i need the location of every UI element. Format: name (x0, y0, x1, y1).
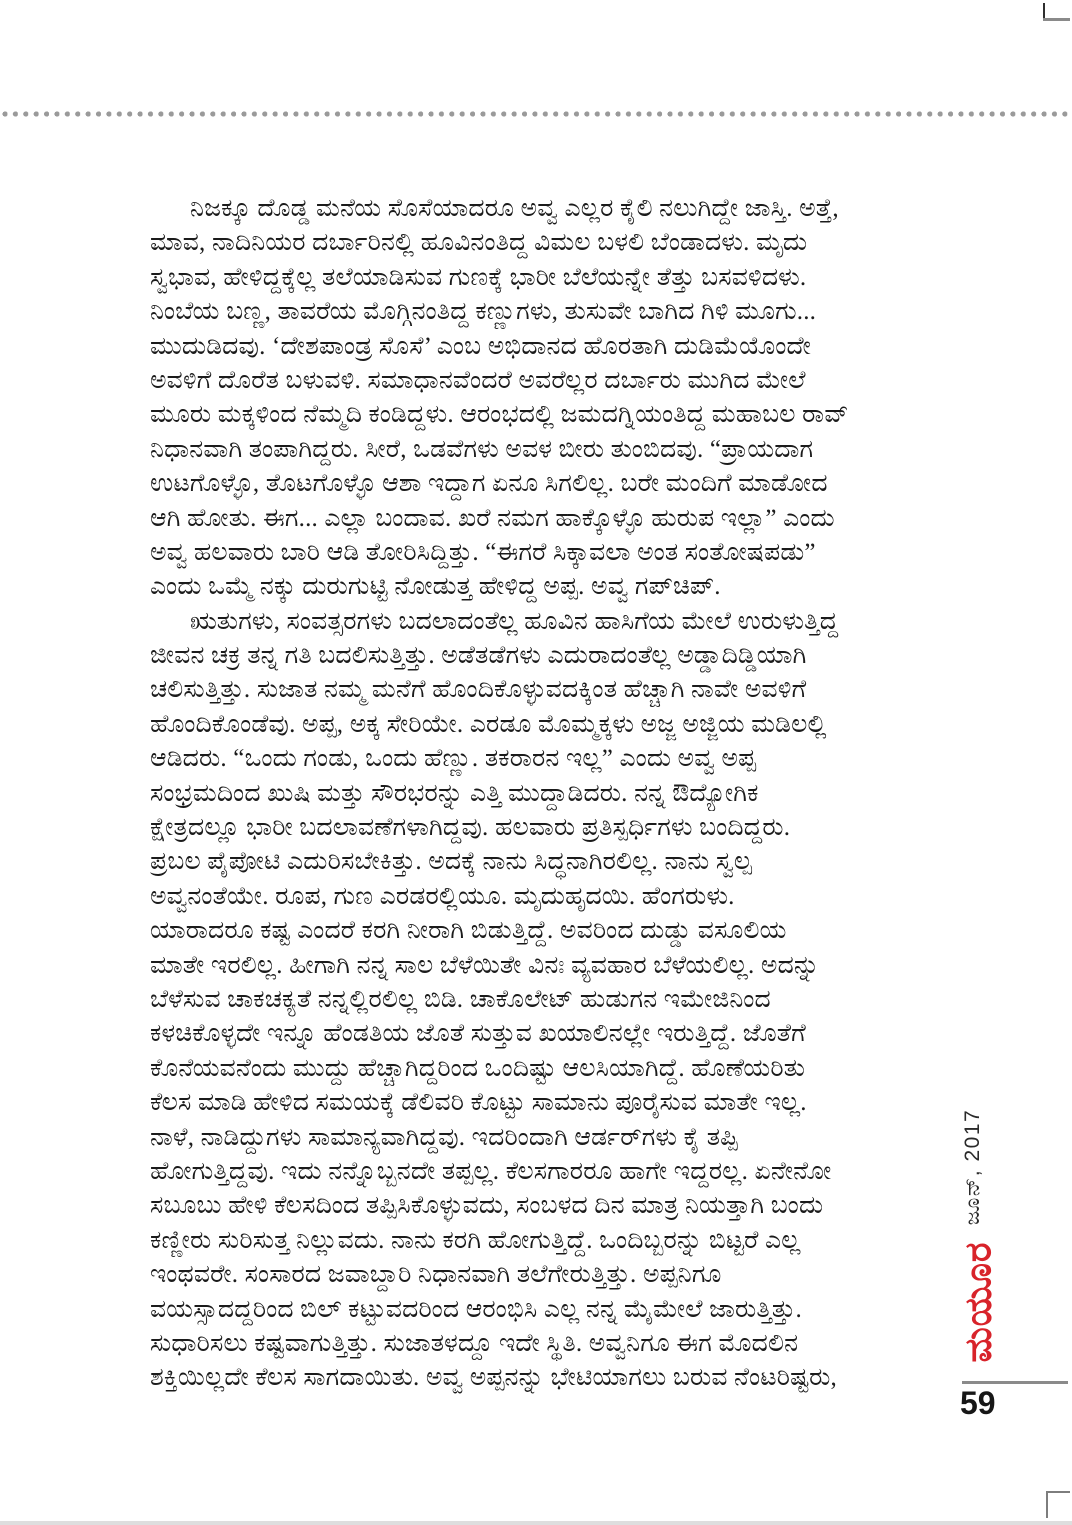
text-line: ಋತುಗಳು, ಸಂವತ್ಸರಗಳು ಬದಲಾದಂತೆಲ್ಲ ಹೂವಿನ ಹಾಸಿಗೆಯ ಮೇಲೆ ಉರುಳುತ್ತಿದ್ದ (190, 607, 839, 635)
text-line: ಅವ್ವನಂತೆಯೇ. ರೂಪ, ಗುಣ ಎರಡರಲ್ಲಿಯೂ. ಮೃದುಹೃದಯಿ. ಹೆಂಗರುಳು. (150, 882, 735, 910)
text-line: ಕಳಚಿಕೊಳ್ಳದೇ ಇನ್ನೂ ಹೆಂಡತಿಯ ಜೊತೆ ಸುತ್ತುವ ಖಯಾಲಿನಲ್ಲೇ ಇರುತ್ತಿದ್ದೆ. ಜೊತೆಗೆ (150, 1020, 806, 1048)
text-line: ಮುದುಡಿದವು. ‘ದೇಶಪಾಂಡ್ರ ಸೊಸೆ’ ಎಂಬ ಅಭಿದಾನದ ಹೊರತಾಗಿ ದುಡಿಮೆಯೊಂದೇ (150, 332, 812, 360)
dotted-separator-line (0, 110, 1072, 118)
text-line: ವಯಸ್ಸಾದದ್ದರಿಂದ ಬಿಲ್ ಕಟ್ಟುವದರಿಂದ ಆರಂಭಿಸಿ ಎಲ್ಲ ನನ್ನ ಮೈಮೇಲೆ ಜಾರುತ್ತಿತ್ತು. (150, 1295, 802, 1323)
text-line: ಕೊನೆಯವನೆಂದು ಮುದ್ದು ಹೆಚ್ಚಾಗಿದ್ದರಿಂದ ಒಂದಿಷ್ಟು ಆಲಸಿಯಾಗಿದ್ದೆ. ಹೊಣೆಯರಿತು (150, 1054, 806, 1082)
text-line: ಕಣ್ಣೀರು ಸುರಿಸುತ್ತ ನಿಲ್ಲುವದು. ನಾನು ಕರಗಿ ಹೋಗುತ್ತಿದ್ದೆ. ಒಂದಿಬ್ಬರನ್ನು ಬಿಟ್ಟರೆ ಎಲ್ಲ (150, 1226, 801, 1254)
text-line: ನಿಧಾನವಾಗಿ ತಂಪಾಗಿದ್ದರು. ಸೀರೆ, ಒಡವೆಗಳು ಅವಳ ಬೀರು ತುಂಬಿದವು. “ಪ್ರಾಯದಾಗ (150, 435, 814, 463)
text-line: ಶಕ್ತಿಯಿಲ್ಲದೇ ಕೆಲಸ ಸಾಗದಾಯಿತು. ಅವ್ವ ಅಪ್ಪನನ್ನು ಭೇಟಿಯಾಗಲು ಬರುವ ನೆಂಟರಿಷ್ಟರು, (150, 1364, 837, 1392)
text-line: ಕ್ಷೇತ್ರದಲ್ಲೂ ಭಾರೀ ಬದಲಾವಣೆಗಳಾಗಿದ್ದವು. ಹಲವಾರು ಪ್ರತಿಸ್ಪರ್ಧಿಗಳು ಬಂದಿದ್ದರು. (150, 814, 791, 842)
text-line: ಚಲಿಸುತ್ತಿತ್ತು. ಸುಜಾತ ನಮ್ಮ ಮನೆಗೆ ಹೊಂದಿಕೊಳ್ಳುವದಕ್ಕಿಂತ ಹೆಚ್ಚಾಗಿ ನಾವೇ ಅವಳಿಗೆ (150, 676, 807, 704)
top-right-corner-mark (1043, 3, 1045, 19)
text-line: ಮಾವ, ನಾದಿನಿಯರ ದರ್ಬಾರಿನಲ್ಲಿ ಹೂವಿನಂತಿದ್ದ ವಿಮಲ ಬಳಲಿ ಬೆಂಡಾದಳು. ಮೃದು (150, 229, 808, 257)
text-line: ಯಾರಾದರೂ ಕಷ್ಟ ಎಂದರೆ ಕರಗಿ ನೀರಾಗಿ ಬಿಡುತ್ತಿದ್ದೆ. ಅವರಿಂದ ದುಡ್ಡು ವಸೂಲಿಯ (150, 917, 787, 945)
text-line: ನಿಂಬೆಯ ಬಣ್ಣ, ತಾವರೆಯ ಮೊಗ್ಗಿನಂತಿದ್ದ ಕಣ್ಣುಗಳು, ತುಸುವೇ ಬಾಗಿದ ಗಿಳಿ ಮೂಗು... (150, 298, 817, 326)
text-line: ಸಬೂಬು ಹೇಳಿ ಕೆಲಸದಿಂದ ತಪ್ಪಿಸಿಕೊಳ್ಳುವದು, ಸಂಬಳದ ದಿನ ಮಾತ್ರ ನಿಯತ್ತಾಗಿ ಬಂದು (150, 1192, 824, 1220)
text-line: ಮೂರು ಮಕ್ಕಳಿಂದ ನೆಮ್ಮದಿ ಕಂಡಿದ್ದಳು. ಆರಂಭದಲ್ಲಿ ಜಮದಗ್ನಿಯಂತಿದ್ದ ಮಹಾಬಲ ರಾವ್ (150, 401, 849, 429)
page-number-rule (962, 1381, 1068, 1384)
text-line: ಬೆಳೆಸುವ ಚಾಕಚಕ್ಯತೆ ನನ್ನಲ್ಲಿರಲಿಲ್ಲ ಬಿಡಿ. ಚಾಕೊಲೇಟ್ ಹುಡುಗನ ಇಮೇಜಿನಿಂದ (150, 985, 771, 1013)
text-line: ಹೊಂದಿಕೊಂಡೆವು. ಅಪ್ಪ, ಅಕ್ಕ ಸೇರಿಯೇ. ಎರಡೂ ಮೊಮ್ಮಕ್ಕಳು ಅಜ್ಜ ಅಜ್ಜಿಯ ಮಡಿಲಲ್ಲಿ (150, 710, 827, 738)
text-line: ಸ್ವಭಾವ, ಹೇಳಿದ್ದಕ್ಕೆಲ್ಲ ತಲೆಯಾಡಿಸುವ ಗುಣಕ್ಕೆ ಭಾರೀ ಬೆಲೆಯನ್ನೇ ತೆತ್ತು ಬಸವಳಿದಳು. (150, 263, 807, 291)
text-line: ಜೀವನ ಚಕ್ರ ತನ್ನ ಗತಿ ಬದಲಿಸುತ್ತಿತ್ತು. ಅಡೆತಡೆಗಳು ಎದುರಾದಂತೆಲ್ಲ ಅಡ್ಡಾದಿಡ್ಡಿಯಾಗಿ (150, 642, 807, 670)
text-line: ಅವ್ವ ಹಲವಾರು ಬಾರಿ ಆಡಿ ತೋರಿಸಿದ್ದಿತ್ತು. “ಈಗರೆ ಸಿಕ್ಕಾವಲಾ ಅಂತ ಸಂತೋಷಪಡು” (150, 538, 816, 566)
page-bottom-edge (0, 1521, 1072, 1525)
text-line: ಅವಳಿಗೆ ದೊರೆತ ಬಳುವಳಿ. ಸಮಾಧಾನವೆಂದರೆ ಅವರೆಲ್ಲರ ದರ್ಬಾರು ಮುಗಿದ ಮೇಲೆ (150, 366, 806, 394)
page-number: 59 (960, 1385, 996, 1421)
magazine-name-vertical: ಮಯೂರ (957, 1241, 999, 1363)
text-line: ಕೆಲಸ ಮಾಡಿ ಹೇಳಿದ ಸಮಯಕ್ಕೆ ಡೆಲಿವರಿ ಕೊಟ್ಟು ಸಾಮಾನು ಪೂರೈಸುವ ಮಾತೇ ಇಲ್ಲ. (150, 1089, 807, 1117)
top-right-corner-mark (1043, 18, 1070, 21)
text-line: ನಿಜಕ್ಕೂ ದೊಡ್ಡ ಮನೆಯ ಸೊಸೆಯಾದರೂ ಅವ್ವ ಎಲ್ಲರ ಕೈಲಿ ನಲುಗಿದ್ದೇ ಜಾಸ್ತಿ. ಅತ್ತೆ, (190, 195, 839, 222)
text-line: ಸಂಭ್ರಮದಿಂದ ಖುಷಿ ಮತ್ತು ಸೌರಭರನ್ನು ಎತ್ತಿ ಮುದ್ದಾಡಿದರು. ನನ್ನ ಔದ್ಯೋಗಿಕ (150, 779, 759, 807)
text-line: ಮಾತೇ ಇರಲಿಲ್ಲ. ಹೀಗಾಗಿ ನನ್ನ ಸಾಲ ಬೆಳೆಯಿತೇ ವಿನಃ ವ್ಯವಹಾರ ಬೆಳೆಯಲಿಲ್ಲ. ಅದನ್ನು (150, 951, 820, 979)
text-line: ಇಂಥವರೇ. ಸಂಸಾರದ ಜವಾಬ್ದಾರಿ ನಿಧಾನವಾಗಿ ತಲೆಗೇರುತ್ತಿತ್ತು. ಅಪ್ಪನಿಗೂ (150, 1261, 722, 1289)
text-line: ಸುಧಾರಿಸಲು ಕಷ್ಟವಾಗುತ್ತಿತ್ತು. ಸುಜಾತಳದ್ದೂ ಇದೇ ಸ್ಥಿತಿ. ಅವ್ವನಿಗೂ ಈಗ ಮೊದಲಿನ (150, 1329, 799, 1357)
text-line: ಆಗಿ ಹೋತು. ಈಗ... ಎಲ್ಲಾ ಬಂದಾವ. ಖರೆ ನಮಗ ಹಾಕ್ಕೊಳ್ಳೊ ಹುರುಪ ಇಲ್ಲಾ” ಎಂದು (150, 504, 835, 532)
text-line: ಪ್ರಬಲ ಪೈಪೋಟಿ ಎದುರಿಸಬೇಕಿತ್ತು. ಅದಕ್ಕೆ ನಾನು ಸಿದ್ಧನಾಗಿರಲಿಲ್ಲ. ನಾನು ಸ್ವಲ್ಪ (150, 848, 753, 876)
text-line: ಎಂದು ಒಮ್ಮೆ ನಕ್ಕು ದುರುಗುಟ್ಟಿ ನೋಡುತ್ತ ಹೇಳಿದ್ದ ಅಪ್ಪ. ಅವ್ವ ಗಪ್‌ಚಿಪ್. (150, 573, 721, 601)
text-line: ನಾಳೆ, ನಾಡಿದ್ದುಗಳು ಸಾಮಾನ್ಯವಾಗಿದ್ದವು. ಇದರಿಂದಾಗಿ ಆರ್ಡರ್‌ಗಳು ಕೈ ತಪ್ಪಿ (150, 1123, 739, 1151)
article-text (150, 192, 916, 1396)
text-line: ಹೋಗುತ್ತಿದ್ದವು. ಇದು ನನ್ನೊಬ್ಬನದೇ ತಪ್ಪಲ್ಲ. ಕೆಲಸಗಾರರೂ ಹಾಗೇ ಇದ್ದರಲ್ಲ. ಏನೇನೋ (150, 1157, 832, 1185)
bottom-right-corner-mark (1046, 1491, 1048, 1518)
text-line: ಉಟಗೊಳ್ಳೊ, ತೊಟಗೊಳ್ಳೊ ಆಶಾ ಇದ್ದಾಗ ಏನೂ ಸಿಗಲಿಲ್ಲ. ಬರೇ ಮಂದಿಗೆ ಮಾಡೋದ (150, 470, 828, 498)
bottom-right-corner-mark (1046, 1491, 1070, 1493)
text-line: ಆಡಿದರು. “ಒಂದು ಗಂಡು, ಒಂದು ಹೆಣ್ಣು. ತಕರಾರನ ಇಲ್ಲ” ಎಂದು ಅವ್ವ ಅಪ್ಪ (150, 745, 757, 773)
issue-date-vertical: ಜೂನ್, 2017 (961, 1108, 984, 1226)
